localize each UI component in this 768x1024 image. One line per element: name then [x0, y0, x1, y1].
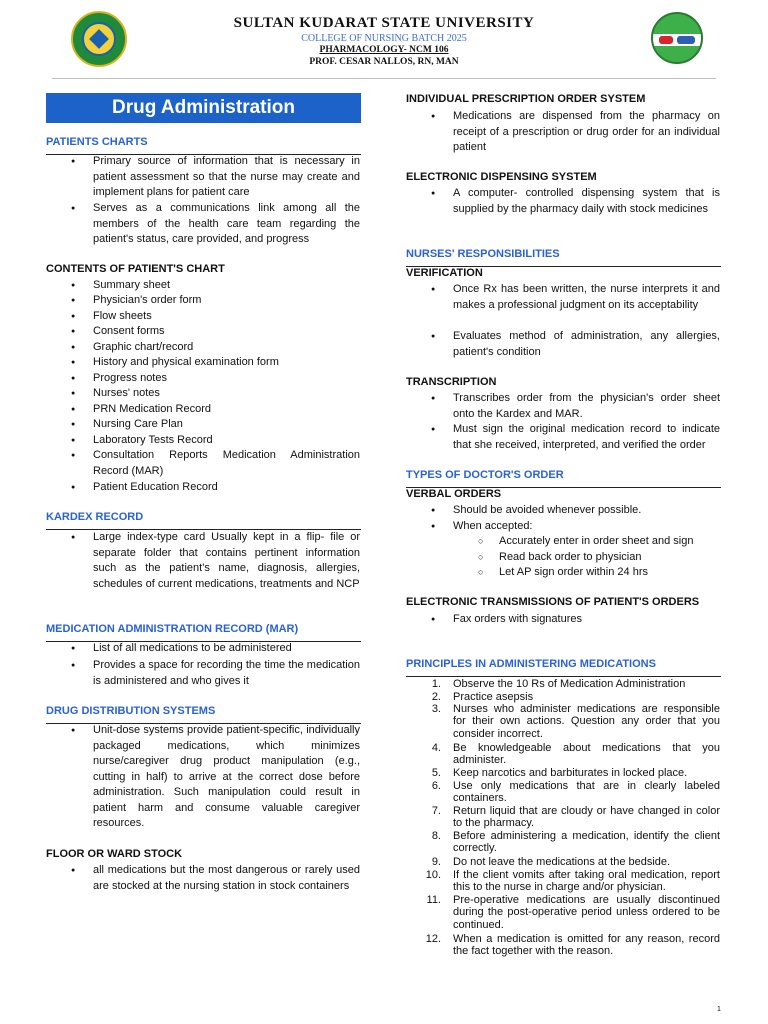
list-item: ● PRN Medication Record — [93, 402, 360, 418]
section-heading-contents: CONTENTS OF PATIENT'S CHART — [46, 263, 225, 275]
list-item: ● History and physical examination form — [93, 355, 360, 371]
list-item: ● Flow sheets — [93, 309, 360, 325]
list-item: ● Progress notes — [93, 371, 360, 387]
college-name: COLLEGE OF NURSING BATCH 2025 — [301, 33, 467, 44]
section-heading-electronic-transmissions: ELECTRONIC TRANSMISSIONS OF PATIENT'S ORDERS — [406, 596, 700, 608]
university-name: SULTAN KUDARAT STATE UNIVERSITY — [233, 15, 535, 31]
list-item: ● When accepted: — [453, 519, 720, 535]
numbered-item: 5. Keep narcotics and barbiturates in locked place. — [431, 767, 688, 779]
list-item: ● Must sign the original medication record to indicate that she received, interpreted, and verified the order — [453, 422, 720, 453]
header-divider — [52, 78, 716, 79]
list-item: ● Transcribes order from the physician's order sheet onto the Kardex and MAR. — [453, 391, 720, 422]
list-item: ● List of all medications to be administered — [93, 641, 360, 657]
professor-name: PROF. CESAR NALLOS, RN, MAN — [309, 57, 459, 67]
numbered-item: 10. If the client vomits after taking oral medication, report this to the nurse in charge and/or physician. — [425, 869, 720, 894]
list-item: ● Graphic chart/record — [93, 340, 360, 356]
list-item: ● Evaluates method of administration, any allergies, patient's condition — [453, 329, 720, 360]
list-item: ● Nursing Care Plan — [93, 417, 360, 433]
section-heading-patients-charts: PATIENTS CHARTS — [46, 136, 148, 148]
section-heading-mar: MEDICATION ADMINISTRATION RECORD (MAR) — [46, 623, 299, 635]
section-heading-kardex: KARDEX RECORD — [46, 511, 144, 523]
page-header — [0, 0, 768, 80]
list-item: ● Once Rx has been written, the nurse interprets it and makes a professional judgment on its acceptability — [453, 282, 720, 313]
list-item: ● Patient Education Record — [93, 480, 360, 496]
section-heading-distribution: DRUG DISTRIBUTION SYSTEMS — [46, 705, 216, 717]
list-item: ● Consultation Reports Medication Administration Record (MAR) — [93, 448, 360, 479]
page-title: Drug Administration — [46, 93, 361, 123]
list-item: ● A computer- controlled dispensing system that is supplied by the pharmacy daily with stock medicines — [453, 186, 720, 217]
course-name: PHARMACOLOGY- NCM 106 — [319, 45, 449, 55]
numbered-item: 8. Before administering a medication, identify the client correctly. — [431, 830, 720, 855]
section-heading-doctors-order-types: TYPES OF DOCTOR'S ORDER — [406, 469, 564, 481]
numbered-item: 4. Be knowledgeable about medications that you administer. — [431, 742, 720, 767]
list-item: ● Consent forms — [93, 324, 360, 340]
numbered-item: 2. Practice asepsis — [431, 691, 534, 703]
sub-list-item: ○ Read back order to physician — [499, 550, 720, 566]
page-number: 1 — [717, 1006, 721, 1013]
numbered-item: 1. Observe the 10 Rs of Medication Administration — [431, 678, 686, 690]
list-item: ● Serves as a communications link among all the members of the health care team regarding the patient's status, care provided, and progress — [93, 201, 360, 248]
numbered-item: 6. Use only medications that are in clearly labeled containers. — [431, 780, 720, 805]
section-heading-floor-stock: FLOOR OR WARD STOCK — [46, 848, 183, 860]
list-item: ● Medications are dispensed from the pharmacy on receipt of a prescription or drug order for an individual patient — [453, 109, 720, 156]
numbered-item: 12. When a medication is omitted for any reason, record the fact together with the reason. — [425, 933, 720, 958]
list-item: ● Laboratory Tests Record — [93, 433, 360, 449]
section-rule — [406, 676, 721, 677]
list-item: ● Summary sheet — [93, 278, 360, 294]
sub-list-item: ○ Let AP sign order within 24 hrs — [499, 565, 720, 581]
section-heading-individual-order: INDIVIDUAL PRESCRIPTION ORDER SYSTEM — [406, 93, 646, 105]
numbered-item: 11. Pre-operative medications are usually discontinued during the post-operative period unless ordered to be continued. — [426, 894, 720, 931]
list-item: ● Fax orders with signatures — [453, 612, 720, 628]
numbered-item: 7. Return liquid that are cloudy or have changed in color to the pharmacy. — [431, 805, 720, 830]
sub-list-item: ○ Accurately enter in order sheet and sign — [499, 534, 720, 550]
subheading-verbal-orders: VERBAL ORDERS — [406, 488, 502, 500]
section-heading-electronic-dispensing: ELECTRONIC DISPENSING SYSTEM — [406, 171, 597, 183]
section-heading-transcription: TRANSCRIPTION — [406, 376, 497, 388]
section-heading-nurses-responsibilities: NURSES' RESPONSIBILITIES — [406, 248, 560, 260]
list-item: ● all medications but the most dangerous or rarely used are stocked at the nursing station in stock containers — [93, 863, 360, 894]
list-item: ● Provides a space for recording the time the medication is administered and who gives it — [93, 658, 360, 689]
list-item: ● Primary source of information that is necessary in patient assessment so that the nurse may create and implement plans for patient care — [93, 154, 360, 201]
section-heading-principles: PRINCIPLES IN ADMINISTERING MEDICATIONS — [406, 658, 656, 670]
list-item: ● Large index-type card Usually kept in a flip- file or separate folder that contains pertinent information such as the patient's name, diagnosis, allergies, schedules of current medications, treatments and NCP — [93, 530, 360, 592]
numbered-item: 3. Nurses who administer medications are responsible for their own actions. Question any order that you consider incorrect. — [431, 703, 720, 740]
list-item: ● Nurses' notes — [93, 386, 360, 402]
list-item: ● Should be avoided whenever possible. — [453, 503, 720, 519]
numbered-item: 9. Do not leave the medications at the bedside. — [431, 856, 671, 868]
list-item: ● Unit-dose systems provide patient-specific, individually packaged medications, which minimizes nurse/caregiver drug product manipulation (e.g., cutting in half) to arrive at the correct dose before administration. Such manipulation could result in patient harm and consume valuable caregiver resources. — [93, 723, 360, 832]
subheading-verification: VERIFICATION — [406, 267, 483, 279]
list-item: ● Physician's order form — [93, 293, 360, 309]
